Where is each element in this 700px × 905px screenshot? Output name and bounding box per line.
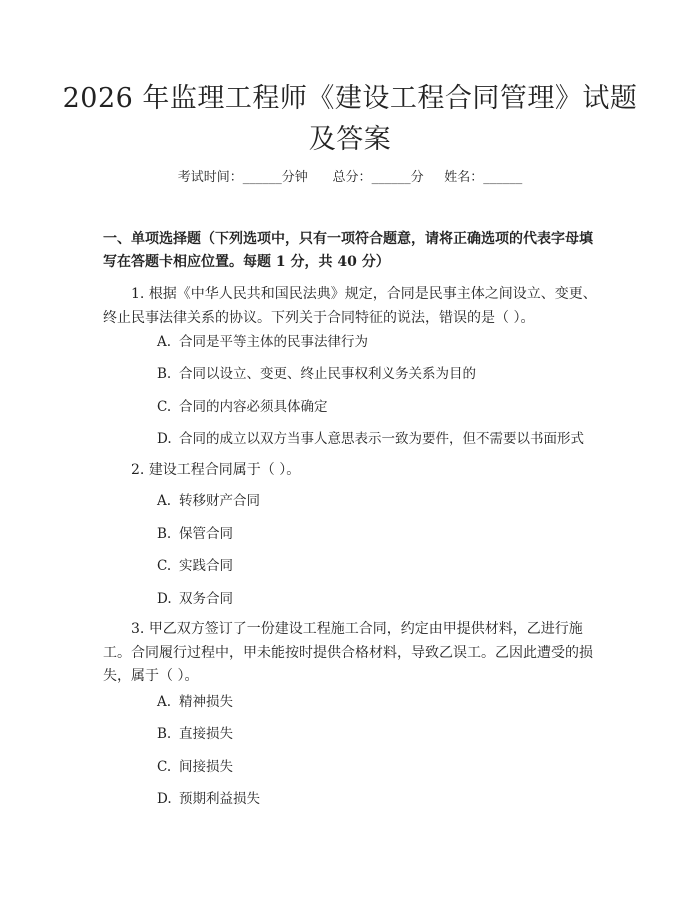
option-letter: C. bbox=[157, 759, 172, 775]
question-3 bbox=[103, 618, 600, 689]
question-2-option-d bbox=[157, 590, 602, 608]
option-text: 实践合同 bbox=[179, 558, 233, 574]
option-letter: C. bbox=[157, 399, 172, 415]
name-label: 姓名： bbox=[444, 170, 484, 185]
option-letter: B. bbox=[157, 526, 172, 542]
question-text: 甲乙双方签订了一份建设工程施工合同，约定由甲提供材料，乙进行施工。合同履行过程中，甲未能按时提供合格材料，导致乙误工。乙因此遭受的损失，属于（ ）。 bbox=[103, 621, 593, 684]
option-text: 合同是平等主体的民事法律行为 bbox=[179, 334, 368, 350]
question-1 bbox=[103, 283, 600, 330]
option-letter: C. bbox=[157, 558, 172, 574]
option-text: 间接损失 bbox=[179, 759, 233, 775]
question-text: 建设工程合同属于（ ）。 bbox=[148, 462, 301, 478]
question-1-option-d bbox=[157, 430, 602, 448]
section-heading: 一、单项选择题（下列选项中，只有一项符合题意，请将正确选项的代表字母填写在答题卡相应位置。每题 1 分，共 40 分） bbox=[103, 231, 593, 270]
total-score-label: 总分： bbox=[332, 170, 372, 185]
option-letter: D. bbox=[157, 791, 172, 807]
question-3-option-d bbox=[157, 790, 602, 808]
option-text: 转移财产合同 bbox=[179, 493, 260, 509]
exam-time-label: 考试时间： bbox=[177, 170, 243, 185]
exam-time-blank: ______ bbox=[242, 170, 282, 185]
option-text: 合同以设立、变更、终止民事权利义务关系为目的 bbox=[179, 366, 476, 382]
option-text: 合同的成立以双方当事人意思表示一致为要件，但不需要以书面形式 bbox=[179, 431, 584, 447]
question-number: 3. bbox=[131, 621, 145, 637]
option-letter: A. bbox=[157, 694, 172, 710]
question-text: 根据《中华人民共和国民法典》规定，合同是民事主体之间设立、变更、终止民事法律关系的协议。下列关于合同特征的说法，错误的是（ ）。 bbox=[103, 286, 597, 326]
question-2-option-a bbox=[157, 492, 602, 510]
option-letter: D. bbox=[157, 431, 172, 447]
question-1-option-a bbox=[157, 333, 602, 351]
document-title: 2026 年监理工程师《建设工程合同管理》试题及答案 bbox=[62, 83, 638, 155]
option-text: 保管合同 bbox=[179, 526, 233, 542]
exam-time-unit: 分钟 bbox=[281, 170, 308, 185]
total-score-blank: ______ bbox=[371, 170, 411, 185]
question-2 bbox=[103, 459, 600, 483]
total-score-unit: 分 bbox=[410, 170, 424, 185]
option-letter: D. bbox=[157, 591, 172, 607]
question-number: 2. bbox=[131, 462, 145, 478]
option-letter: B. bbox=[157, 366, 172, 382]
option-text: 精神损失 bbox=[179, 694, 233, 710]
question-1-option-b bbox=[157, 365, 602, 383]
exam-info-line bbox=[0, 169, 700, 187]
question-number: 1. bbox=[131, 286, 145, 302]
option-text: 双务合同 bbox=[179, 591, 233, 607]
option-letter: A. bbox=[157, 334, 172, 350]
option-text: 直接损失 bbox=[179, 726, 233, 742]
option-text: 合同的内容必须具体确定 bbox=[179, 399, 328, 415]
question-3-option-c bbox=[157, 758, 602, 776]
question-2-option-b bbox=[157, 525, 602, 543]
question-3-option-a bbox=[157, 693, 602, 711]
question-2-option-c bbox=[157, 557, 602, 575]
option-letter: B. bbox=[157, 726, 172, 742]
question-1-option-c bbox=[157, 398, 602, 416]
option-letter: A. bbox=[157, 493, 172, 509]
option-text: 预期利益损失 bbox=[179, 791, 260, 807]
question-3-option-b bbox=[157, 725, 602, 743]
name-blank: ______ bbox=[483, 170, 523, 185]
